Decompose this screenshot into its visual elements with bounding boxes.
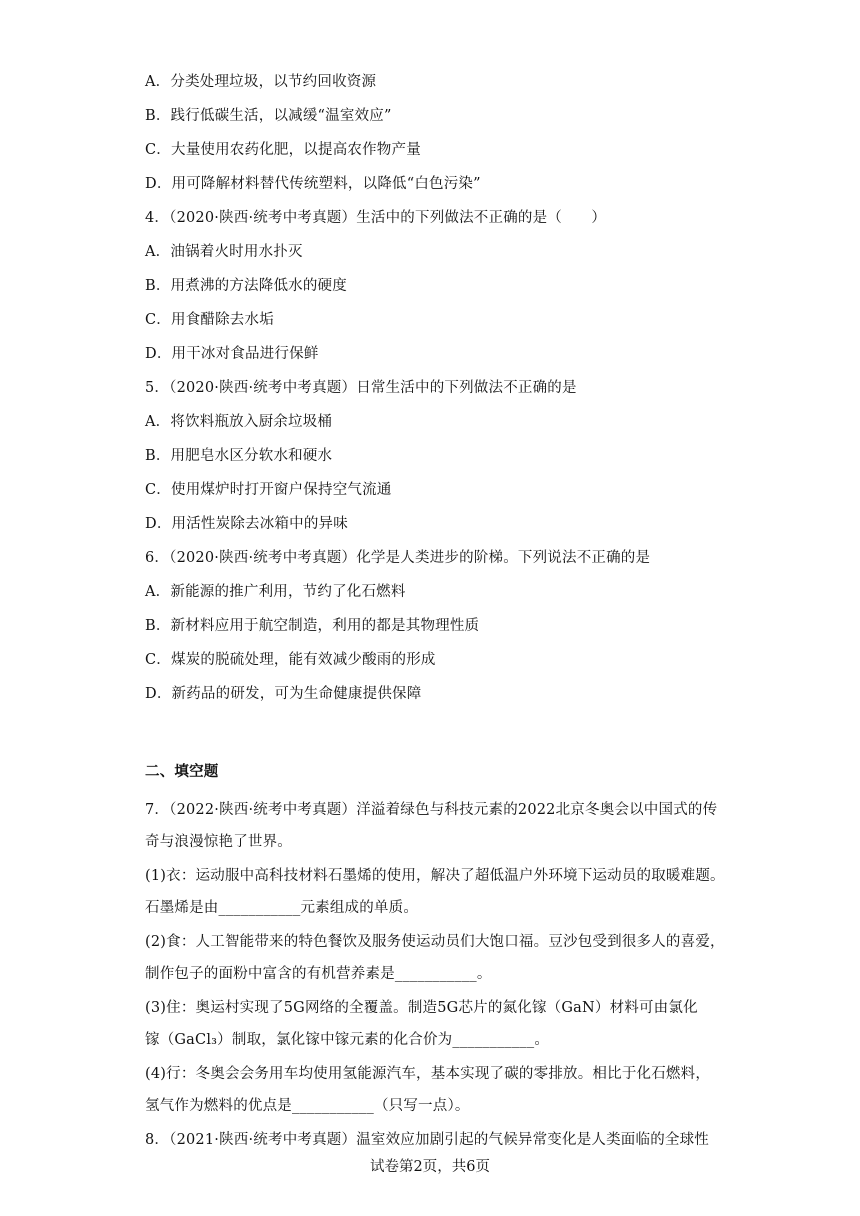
q7-part-1-line-1: (1)衣：运动服中高科技材料石墨烯的使用，解决了超低温户外环境下运动员的取暖难题。 — [145, 868, 725, 884]
question-6: 6．（2020·陕西·统考中考真题）化学是人类进步的阶梯。下列说法不正确的是 — [145, 550, 651, 566]
section-heading-fill-blank: 二、填空题 — [145, 764, 219, 780]
option-c-q5: C．使用煤炉时打开窗户保持空气流通 — [145, 482, 392, 498]
option-b-q6: B．新材料应用于航空制造，利用的都是其物理性质 — [145, 618, 480, 634]
option-b-q3: B．践行低碳生活，以减缓“温室效应” — [145, 108, 392, 124]
option-b-q4: B．用煮沸的方法降低水的硬度 — [145, 278, 347, 294]
q7-part-2-line-1: (2)食：人工智能带来的特色餐饮及服务使运动员们大饱口福。豆沙包受到很多人的喜爱， — [145, 934, 725, 950]
q7-part-4-line-2: 氢气作为燃料的优点是___________（只写一点）。 — [145, 1098, 470, 1114]
option-d-q5: D．用活性炭除去冰箱中的异味 — [145, 516, 348, 532]
option-a-q3: A．分类处理垃圾，以节约回收资源 — [145, 74, 377, 90]
option-c-q4: C．用食醋除去水垢 — [145, 312, 274, 328]
question-5: 5．（2020·陕西·统考中考真题）日常生活中的下列做法不正确的是 — [145, 380, 577, 396]
question-4: 4．（2020·陕西·统考中考真题）生活中的下列做法不正确的是（ ） — [145, 210, 607, 226]
question-8-line-1: 8．（2021·陕西·统考中考真题）温室效应加剧引起的气候异常变化是人类面临的全球性 — [145, 1132, 709, 1148]
option-d-q3: D．用可降解材料替代传统塑料，以降低“白色污染” — [145, 176, 481, 192]
q7-part-4-line-1: (4)行：冬奥会会务用车均使用氢能源汽车，基本实现了碳的零排放。相比于化石燃料， — [145, 1066, 711, 1082]
option-c-q6: C．煤炭的脱硫处理，能有效减少酸雨的形成 — [145, 652, 436, 668]
page-footer: 试卷第2页，共6页 — [370, 1159, 490, 1175]
option-a-q6: A．新能源的推广利用，节约了化石燃料 — [145, 584, 406, 600]
q7-part-3-line-1: (3)住：奥运村实现了5G网络的全覆盖。制造5G芯片的氮化镓（GaN）材料可由氯化 — [145, 1000, 698, 1016]
option-d-q4: D．用干冰对食品进行保鲜 — [145, 346, 319, 362]
q7-part-1-line-2: 石墨烯是由___________元素组成的单质。 — [145, 900, 419, 916]
option-a-q4: A．油锅着火时用水扑灭 — [145, 244, 303, 260]
q7-part-3-line-2: 镓（GaCl₃）制取，氯化镓中镓元素的化合价为___________。 — [145, 1032, 550, 1048]
q7-part-2-line-2: 制作包子的面粉中富含的有机营养素是___________。 — [145, 966, 492, 982]
option-b-q5: B．用肥皂水区分软水和硬水 — [145, 448, 333, 464]
question-7-line-1: 7．（2022·陕西·统考中考真题）洋溢着绿色与科技元素的2022北京冬奥会以中国式的传 — [145, 802, 718, 818]
option-a-q5: A．将饮料瓶放入厨余垃圾桶 — [145, 414, 333, 430]
question-7-line-2: 奇与浪漫惊艳了世界。 — [145, 834, 292, 850]
option-d-q6: D．新药品的研发，可为生命健康提供保障 — [145, 686, 422, 702]
option-c-q3: C．大量使用农药化肥，以提高农作物产量 — [145, 142, 421, 158]
